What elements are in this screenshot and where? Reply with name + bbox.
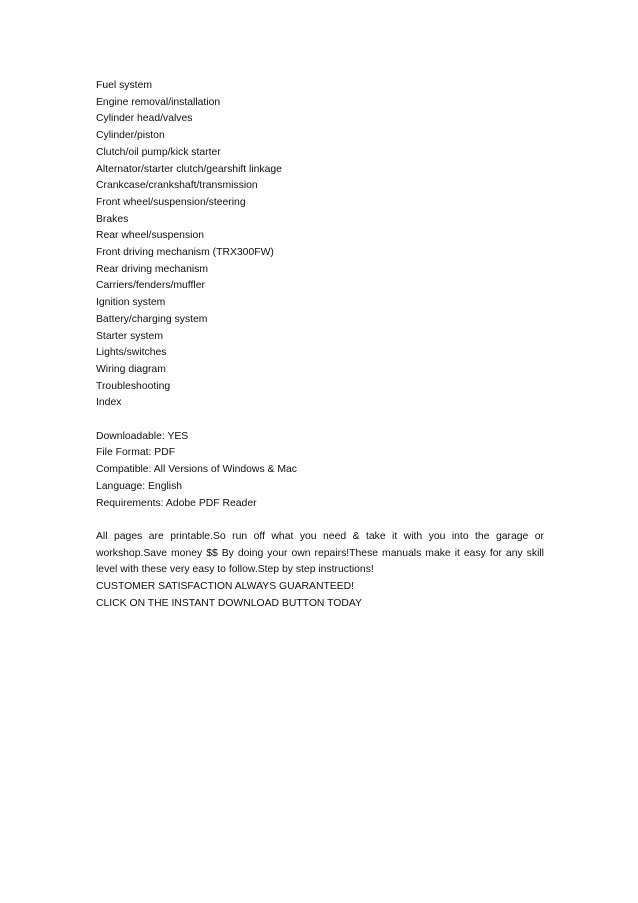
promo-paragraph: All pages are printable.So run off what you need & take it with you into the garage or workshop.Save money $$ By doing your own repairs!These manuals make it easy for any skill level with these very easy to follow.Step by step instructions! xyxy=(96,530,544,576)
toc-item: Lights/switches xyxy=(96,347,167,359)
cta-text: CLICK ON THE INSTANT DOWNLOAD BUTTON TODAY xyxy=(96,597,362,609)
toc-item: Carriers/fenders/muffler xyxy=(96,280,205,292)
spec-compatible: Compatible: All Versions of Windows & Mac xyxy=(96,464,297,476)
toc-item: Ignition system xyxy=(96,297,166,309)
toc-item: Rear driving mechanism xyxy=(96,263,209,275)
toc-item: Alternator/starter clutch/gearshift linkage xyxy=(96,163,282,175)
spec-language: Language: English xyxy=(96,480,183,492)
toc-item: Brakes xyxy=(96,213,129,225)
spec-downloadable: Downloadable: YES xyxy=(96,430,189,442)
toc-item: Crankcase/crankshaft/transmission xyxy=(96,180,258,192)
toc-item: Starter system xyxy=(96,330,163,342)
promo-section xyxy=(96,529,544,613)
toc-item: Fuel system xyxy=(96,80,153,91)
guarantee-text: CUSTOMER SATISFACTION ALWAYS GUARANTEED! xyxy=(96,581,355,593)
spacer xyxy=(96,512,544,529)
toc-item: Cylinder/piston xyxy=(96,130,165,142)
toc-item: Front wheel/suspension/steering xyxy=(96,196,246,208)
toc-item: Index xyxy=(96,397,122,409)
toc-item: Cylinder head/valves xyxy=(96,113,193,125)
table-of-contents xyxy=(96,78,544,412)
toc-item: Front driving mechanism (TRX300FW) xyxy=(96,247,274,259)
spec-file-format: File Format: PDF xyxy=(96,447,176,459)
document-page xyxy=(96,78,544,612)
spacer xyxy=(96,412,544,429)
toc-item: Clutch/oil pump/kick starter xyxy=(96,146,221,158)
toc-item: Wiring diagram xyxy=(96,363,166,375)
spec-requirements: Requirements: Adobe PDF Reader xyxy=(96,497,257,509)
toc-item: Rear wheel/suspension xyxy=(96,230,205,242)
toc-item: Engine removal/installation xyxy=(96,96,221,108)
toc-item: Troubleshooting xyxy=(96,380,171,392)
spec-list xyxy=(96,429,544,513)
toc-item: Battery/charging system xyxy=(96,313,208,325)
